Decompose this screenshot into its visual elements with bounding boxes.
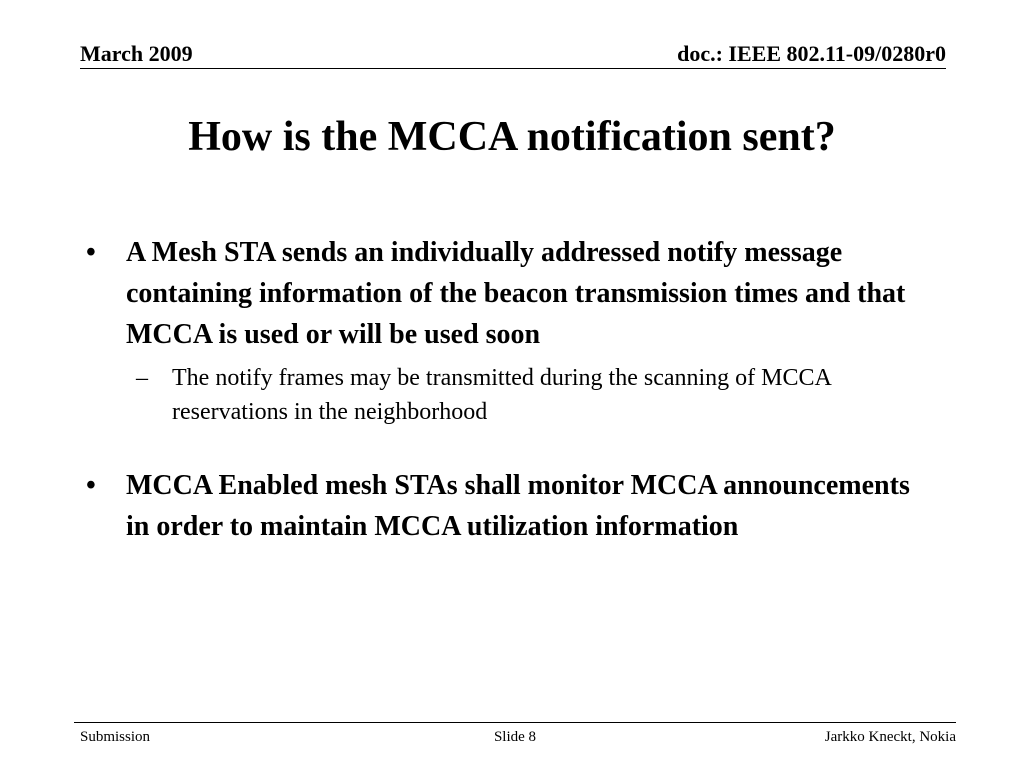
slide-header [80,40,946,69]
bullet-icon: • [86,470,96,501]
header-doc-id: doc.: IEEE 802.11-09/0280r0 [677,41,946,66]
bullet-text-1: A Mesh STA sends an individually addressed notify message containing information of the beacon transmission times and that MCCA is used or will be used soon [126,237,906,350]
slide-footer [74,722,956,753]
slide-title: How is the MCCA notification sent? [188,114,836,160]
bullet-icon: • [86,237,96,268]
footer-submission: Submission [80,729,151,745]
slide-body [80,232,940,547]
bullet-item-2 [80,465,940,547]
sub-bullet-item-1 [126,361,940,429]
footer-slide-number: Slide 8 [493,729,537,745]
bullet-item-1 [80,232,940,355]
sub-bullet-text-1: The notify frames may be transmitted during the scanning of MCCA reservations in the neighborhood [172,365,831,425]
bullet-text-2: MCCA Enabled mesh STAs shall monitor MCCA announcements in order to maintain MCCA utilization information [126,470,910,542]
header-date: March 2009 [80,41,193,66]
bullet-spacer [80,429,940,465]
footer-author: Jarkko Kneckt, Nokia [824,729,956,745]
dash-icon: – [136,365,148,391]
